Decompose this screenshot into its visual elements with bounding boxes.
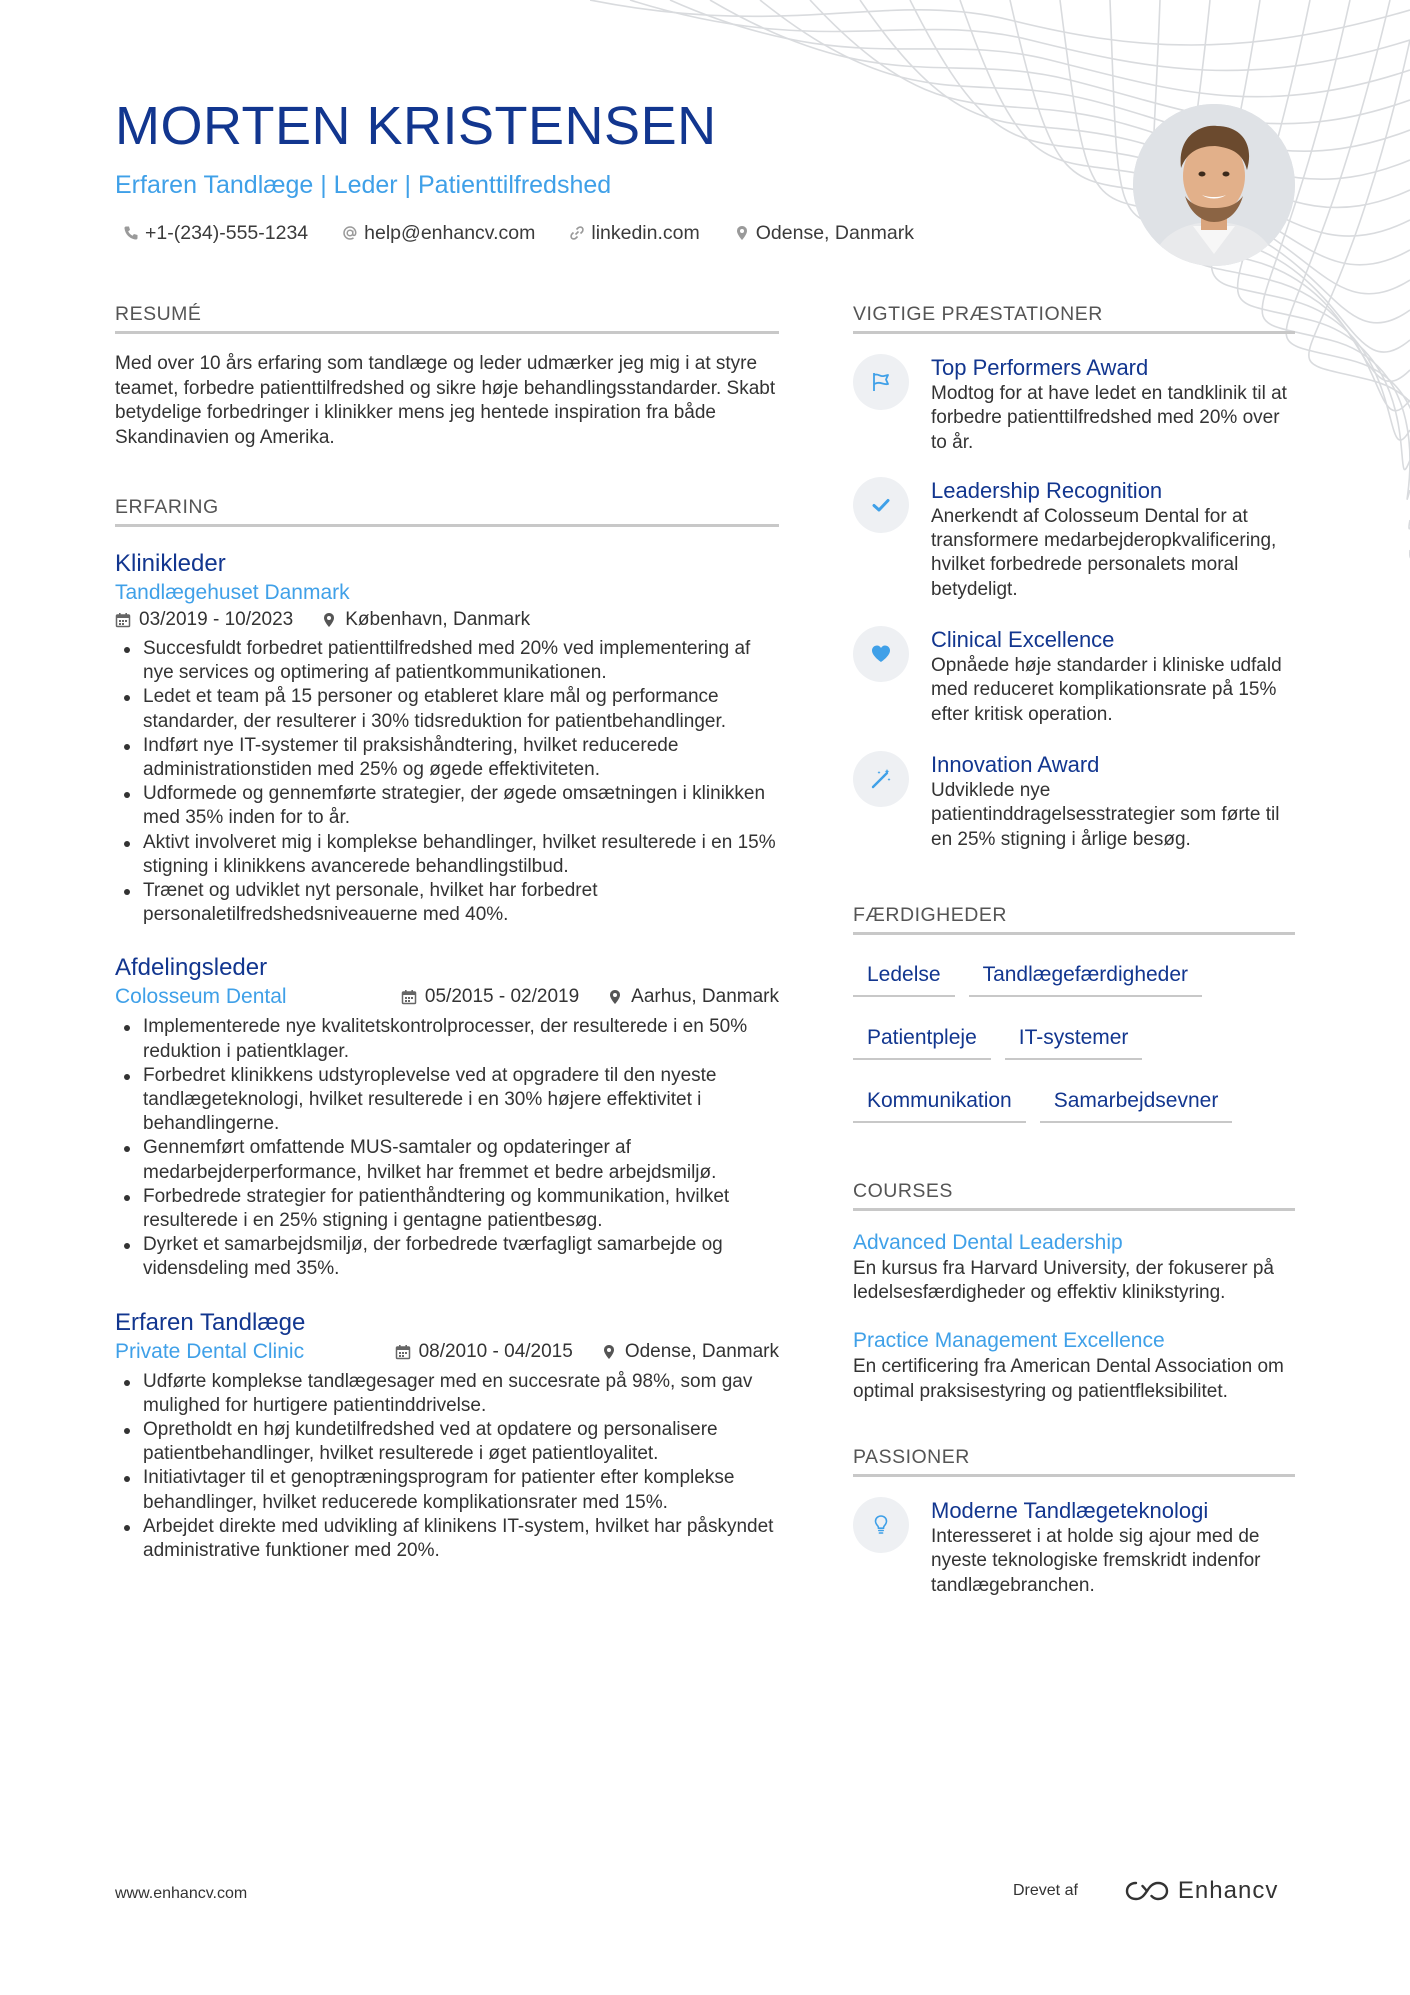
job-dates [395,1339,573,1365]
skills-heading: FÆRDIGHEDER [853,904,1295,935]
resume-header [115,98,1075,245]
lightbulb-icon [869,1513,893,1537]
footer-branding [1013,1877,1278,1905]
skills-list [853,953,1295,1142]
passion-body [931,1497,1295,1598]
achievement-text: Modtog for at have ledet en tandklinik til at forbedre patienttilfredshed med 20% over to år. [931,383,1287,453]
job-location-text: København, Danmark [345,609,531,630]
experience-heading: ERFARING [115,496,779,527]
phone-text: +1-(234)-555-1234 [145,221,309,244]
course-text: En kursus fra Harvard University, der fokuserer på ledelsesfærdigheder og effektiv klinikstyring. [853,1257,1274,1304]
job-bullet: Arbejdet direkte med udvikling af klinikens IT-system, hvilket har påskyndet administrative funktioner med 20%. [115,1515,779,1563]
passions-heading: PASSIONER [853,1446,1295,1477]
achievement-item [853,354,1295,455]
job-dates [401,984,579,1010]
profile-photo [1133,104,1295,266]
job-bullet: Ledet et team på 15 personer og etableret klare mål og performance standarder, der resulterer i 30% tidsreduktion for patientbehandlinger. [115,685,779,733]
passion-text: Interesseret i at holde sig ajour med de nyeste teknologiske fremskridt indenfor tandlægebranchen. [931,1526,1261,1596]
skill-tag: Ledelse [853,953,955,997]
brand-name: Enhancv [1177,1877,1279,1904]
job-dates-text: 05/2015 - 02/2019 [424,986,580,1008]
job-title: Klinikleder [115,550,226,577]
achievement-item [853,477,1295,602]
left-column [115,303,779,1563]
email-contact[interactable] [334,222,535,245]
job-company-row [115,1338,779,1366]
enhancv-logo[interactable] [1124,1877,1278,1905]
achievement-title: Leadership Recognition [931,477,1163,503]
enhancv-logo-icon [1124,1879,1170,1903]
skills-section [853,904,1295,1142]
powered-by-label: Drevet af [1013,1882,1078,1899]
achievement-icon-badge [853,477,909,533]
phone-icon [123,225,139,241]
link-icon [569,225,585,241]
achievement-title: Innovation Award [931,751,1100,777]
job-bullets [115,1370,779,1564]
achievement-text: Opnåede høje standarder i kliniske udfald med reduceret komplikationsrate på 15% efter kritisk operation. [931,655,1282,725]
passion-item [853,1497,1295,1598]
calendar-icon [115,612,131,628]
job-company-row [115,983,779,1011]
course-item [853,1327,1295,1404]
job-dates-text: 08/2010 - 04/2015 [418,1340,573,1362]
job-dates [115,607,293,633]
job-entry [115,953,779,1281]
skill-tag: Samarbejdsevner [1040,1079,1233,1123]
location-pin-icon [734,225,750,241]
course-title: Advanced Dental Leadership [853,1230,1123,1254]
courses-section [853,1180,1295,1404]
job-meta [395,1339,779,1365]
profile-portrait-image [1133,104,1295,266]
job-entry [115,1308,779,1564]
job-location-text: Odense, Danmark [624,1340,779,1362]
job-bullet: Forbedret klinikkens udstyroplevelse ved at opgradere til den nyeste tandlægeteknologi, hvilket resulterede i en 30% højere effektivitet i behandlingerne. [115,1064,779,1137]
job-title: Erfaren Tandlæge [115,1308,306,1336]
location-pin-icon [601,1344,617,1360]
job-bullet: Udformede og gennemførte strategier, der øgede omsætningen i klinikken med 35% inden for to år. [115,782,779,830]
experience-section [115,496,779,1563]
job-bullet: Trænet og udviklet nyt personale, hvilket har forbedret personaletilfredshedsniveauerne med 40%. [115,879,779,927]
achievement-text: Udviklede nye patientinddragelsesstrategier som førte til en 25% stigning i årlige besøg. [931,779,1280,850]
job-bullets [115,1015,779,1281]
job-bullet: Indført nye IT-systemer til praksishåndtering, hvilket reducerede administrationstiden med 25% og øgede effektiviteten. [115,734,779,782]
job-bullet: Dyrket et samarbejdsmiljø, der forbedrede tværfagligt samarbejde og vidensdeling med 35%. [115,1233,779,1281]
course-text: En certificering fra American Dental Association om optimal praksisestyring og patientfleksibilitet. [853,1356,1284,1402]
right-column [853,303,1295,1598]
candidate-name: MORTEN KRISTENSEN [115,96,717,156]
calendar-icon [401,989,417,1005]
check-icon [869,493,893,517]
phone-contact[interactable] [115,222,308,245]
achievement-item [853,751,1295,852]
achievements-heading: VIGTIGE PRÆSTATIONER [853,303,1295,334]
achievement-body [931,626,1295,727]
flag-icon [869,370,893,394]
location-pin-icon [321,612,337,628]
achievements-section [853,303,1295,852]
heart-icon [869,642,893,666]
job-location [321,607,530,633]
summary-heading: RESUMÉ [115,303,779,334]
courses-heading: COURSES [853,1180,1295,1211]
calendar-icon [395,1344,411,1360]
job-bullet: Opretholdt en høj kundetilfredshed ved at opdatere og personalisere patientbehandlinger, hvilket resulterede i øget patientloyalitet. [115,1418,779,1466]
achievement-icon-badge [853,354,909,410]
at-icon [342,225,358,241]
course-title: Practice Management Excellence [853,1329,1165,1353]
candidate-title: Erfaren Tandlæge | Leder | Patienttilfredshed [115,170,612,199]
job-entry [115,549,779,927]
job-location-text: Aarhus, Danmark [631,986,779,1008]
magic-wand-icon [869,767,893,791]
job-bullet: Gennemført omfattende MUS-samtaler og opdateringer af medarbejderperformance, hvilket har fremmet et bedre arbejdsmiljø. [115,1136,779,1184]
job-company: Private Dental Clinic [115,1339,305,1363]
job-meta [401,984,779,1010]
job-bullet: Succesfuldt forbedret patienttilfredshed med 20% ved implementering af nye services og optimering af patientkommunikationen. [115,637,779,685]
job-bullet: Udførte komplekse tandlægesager med en succesrate på 98%, som gav mulighed for hurtigere patientinddrivelse. [115,1370,779,1418]
linkedin-contact[interactable] [561,222,699,245]
achievement-body [931,751,1295,852]
contact-row [115,222,1075,245]
footer-website[interactable]: www.enhancv.com [115,1885,248,1902]
email-text: help@enhancv.com [364,221,536,244]
job-bullet: Implementerede nye kvalitetskontrolprocesser, der resulterede i en 50% reduktion i patientklager. [115,1015,779,1063]
linkedin-text: linkedin.com [591,221,700,244]
job-company: Tandlægehuset Danmark [115,581,350,604]
passion-icon-badge [853,1497,909,1553]
location-contact [726,222,914,245]
location-text: Odense, Danmark [755,221,914,244]
achievement-item [853,626,1295,727]
achievement-body [931,477,1295,602]
job-location [601,1339,779,1365]
job-location [607,984,779,1010]
job-dates-text: 03/2019 - 10/2023 [139,609,294,630]
job-bullet: Initiativtager til et genoptræningsprogram for patienter efter komplekse behandlinger, hvilket reducerede komplikationsrater med 15%. [115,1466,779,1514]
skill-tag: IT-systemer [1005,1016,1143,1060]
job-bullets [115,637,779,927]
skill-tag: Patientpleje [853,1016,991,1060]
job-company: Colosseum Dental [115,985,287,1009]
job-meta [115,607,779,633]
achievement-text: Anerkendt af Colosseum Dental for at transformere medarbejderopkvalificering, hvilket forbedrede personalets moral betydeligt. [931,505,1277,600]
skill-tag: Kommunikation [853,1079,1026,1123]
achievement-title: Top Performers Award [931,355,1149,380]
location-pin-icon [607,989,623,1005]
passion-title: Moderne Tandlægeteknologi [931,1498,1209,1524]
achievement-icon-badge [853,626,909,682]
achievement-body [931,354,1295,455]
achievement-icon-badge [853,751,909,807]
skill-tag: Tandlægefærdigheder [969,953,1202,997]
job-bullet: Aktivt involveret mig i komplekse behandlinger, hvilket resulterede i en 15% stigning i klinikkens avancerede behandlingstilbud. [115,831,779,879]
summary-text: Med over 10 års erfaring som tandlæge og leder udmærker jeg mig i at styre teamet, forbedre patienttilfredshed og sikre høje behandlingsstandarder. Skabt betydelige forbedringer i klinikker mens jeg hentede inspiration fra både Skandinavien og Amerika. [115,353,776,448]
achievement-title: Clinical Excellence [931,627,1115,653]
job-bullet: Forbedrede strategier for patienthåndtering og kommunikation, hvilket resulterede i en 25% stigning i gentagne patientbesøg. [115,1185,779,1233]
summary-section [115,303,779,450]
job-title: Afdelingsleder [115,954,268,982]
passions-section [853,1446,1295,1598]
course-item [853,1229,1295,1306]
